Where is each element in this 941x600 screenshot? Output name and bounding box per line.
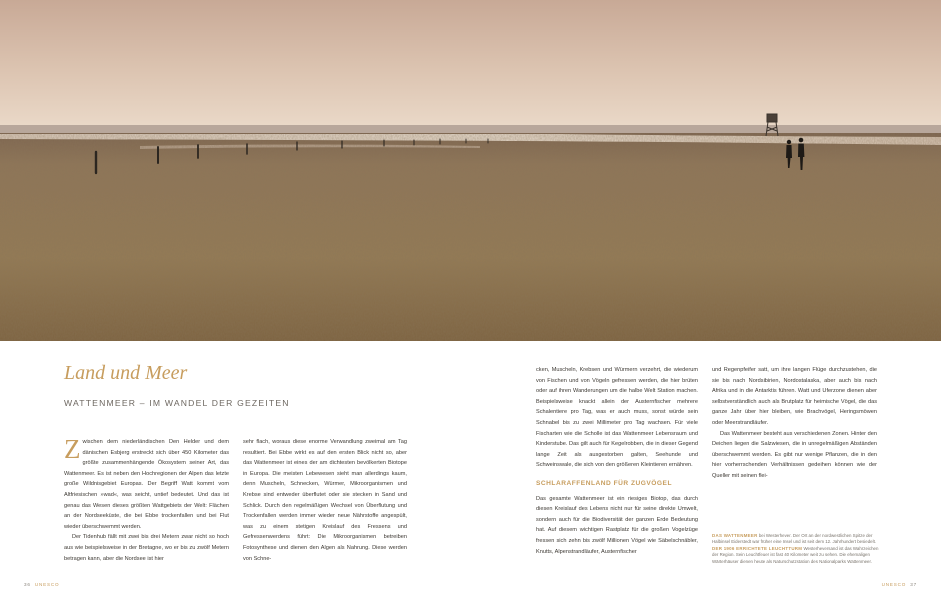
sea-horizon [0,125,941,134]
text-column-3 [536,365,698,557]
text-column-1 [64,434,229,564]
page-number-right: 37 [910,582,917,587]
photo-caption [712,533,882,565]
text-column-2 [243,437,407,564]
sky [0,0,941,128]
paragraph: Das Wattenmeer besteht aus verschiedenen Zonen. Hinter den Deichen liegen die Salzwiesen, die in unregelmäßigen Abständen überschwemmt werden. Es gibt nur wenige Pflanzen, die in den hier vorherrschenden Verhältnissen gedeihen können wie der Queller mit seinen flei- [712,430,877,479]
caption-label: DER 1906 ERRICHTETE LEUCHTTURM [712,545,803,551]
caption-text: bei Westerhever. Der Ort an der nordwestlichen Spitze der Halbinsel Eiderstedt war früher eine Insel und ist seit dem 12. Jahrhundert besiedelt. [712,533,877,545]
article-title: Land und Meer [64,362,188,384]
section-label-left: UNESCO [34,582,60,587]
caption-text: Westerheversand ist das Wahrzeichen der Region. Sein Leuchtfeuer ist fast 40 Kilometer weit zu sehen. Die ehemaligen Wärterhäuser dienen heute als Naturschutzstation des Nationalparks Wattenmeer. [712,545,879,564]
caption-label: DAS WATTENMEER [712,533,758,538]
paragraph: wischen dem niederländischen Den Helder und dem dänischen Esbjerg erstreckt sich über 450 Kilometer das größte zusammenhängende Ökosystem seiner Art, das Wattenmeer. Es ist neben den Hochregionen der Alpen das letzte große Wildnisgebiet Europas. Der Begriff Watt kommt vom Altfriesischen »wad«, was seicht, untief bedeutet. Und das ist genau das Wesen dieses größten Wattgebiets der Welt: Flächen an der Nordseeküste, die bei Ebbe trockenfallen und bei Flut wieder überschwemmt werden. [64,439,229,530]
section-heading: SCHLARAFFENLAND FÜR ZUGVÖGEL [536,479,672,487]
paragraph: Das gesamte Wattenmeer ist ein riesiges Biotop, das durch diesen Kreislauf des Lebens nicht nur für seine direkte Umwelt, sondern auch für die Biodiversität der ganzen Erde Bedeutung hat. Auf diesem wichtigen Rastplatz für die großen Vogelzüge fressen sich zehn bis zwölf Millionen Vögel wie Säbelschnäbler, Knutts, Alpenstrandläufer, Austernfischer [536,495,698,555]
page-number-left: 36 [24,582,31,587]
article-subtitle: WATTENMEER – IM WANDEL DER GEZEITEN [64,398,290,408]
text-column-4 [712,365,877,482]
paragraph: und Regenpfeifer satt, um ihre langen Flüge durchzustehen, die sie bis nach Nordsibirien, Nordostalaska, aber auch bis nach Afrika und in die Antarktis führen. Watt und Uferzone dienen aber selbstverständlich auch als Brutplatz für heimische Vögel, die das ganze Jahr über hier bleiben, wie Brachvögel, Heringsmöwen oder Meerstrandläufer. [712,367,877,426]
paragraph: sehr flach, woraus diese enorme Verwandlung zweimal am Tag resultiert. Bei Ebbe wirkt es auf den ersten Blick nicht so, aber das Wattenmeer ist eines der am dichtesten bevölkerten Biotope in Europa. Die meisten Lebewesen sieht man allerdings kaum, denn Muscheln, Schnecken, Würmer, Mikroorganismen und Krebse sind entweder überflutet oder sie stecken in Sand und Schlick. Durch den regelmäßigen Wechsel von Überflutung und Trockenfallen werden immer wieder neue Nährstoffe angespült, was zu einem stetigen Kreislauf des Fressens und Gefressenwerdens führt: Die Mikroorganismen betreiben Fotosynthese und dienen den Algen als Nahrung. Diese werden von Schne- [243,439,407,562]
paragraph: Der Tidenhub fällt mit zwei bis drei Metern zwar nicht so hoch aus wie beispielsweise in der Bretagne, wo er bis zu zwölf Metern betragen kann, aber die Nordsee ist hier [64,534,229,562]
drop-cap: Z [64,434,81,464]
paragraph: cken, Muscheln, Krebsen und Würmern verzehrt, die wiederum von Fischen und von Vögeln gefressen werden, die hier brüten oder auf ihren Wanderungen um die halbe Welt Station machen. Beispielsweise knackt allein der Austernfischer mehrere Schalentiere pro Tag, was er auch muss, sonst würde sein Schnabel bis zu zwei Millimeter pro Tag wachsen. Für viele Fischarten wie die Scholle ist das Wattenmeer Lebensraum und Kinderstube. Das gilt auch für Kegelrobben, die in dieser Gegend lange Zeit als ausgestorben galten, Seehunde und Schweinswale, die sich von den größeren Kleintieren ernähren. [536,367,698,469]
folio-right [882,582,917,587]
folio-left [24,582,59,587]
sand-texture [0,133,941,341]
section-label-right: UNESCO [881,582,907,587]
